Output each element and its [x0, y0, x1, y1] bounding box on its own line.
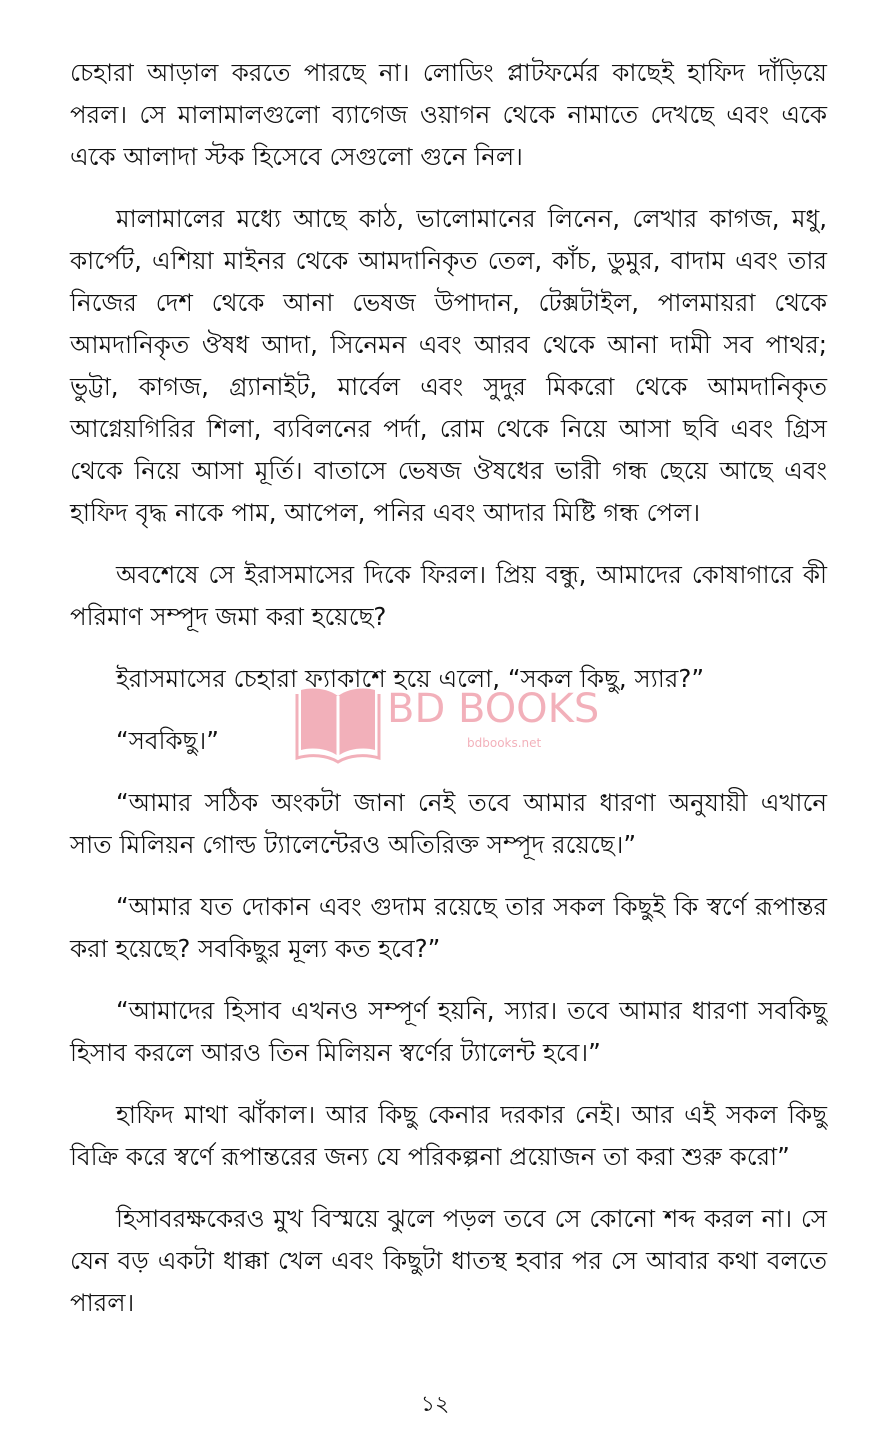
paragraph-1: চেহারা আড়াল করতে পারছে না। লোডিং প্লাটফর্মের কাছেই হাফিদ দাঁড়িয়ে পরল। সে মালামালগুলো ব্যাগেজ ওয়াগন থেকে নামাতে দেখছে এবং একে একে আলাদা স্টক হিসেবে সেগুলো গুনে নিল।	[70, 58, 827, 171]
paragraph-7: “আমার যত দোকান এবং গুদাম রয়েছে তার সকল কিছুই কি স্বর্ণে রূপান্তর করা হয়েছে? সবকিছুর মূল্য কত হবে?”	[70, 892, 827, 963]
paragraph-4: ইরাসমাসের চেহারা ফ্যাকাশে হয়ে এলো, “সকল কিছু, স্যার?”	[116, 664, 705, 693]
page-body	[70, 52, 827, 1344]
paragraph-10: হিসাবরক্ষকেরও মুখ বিস্ময়ে ঝুলে পড়ল তবে সে কোনো শব্দ করল না। সে যেন বড় একটা ধাক্কা খেল এবং কিছুটা ধাতস্থ হবার পর সে আবার কথা বলতে পারল।	[70, 1204, 827, 1317]
watermark-text: BD BOOKS	[387, 686, 600, 732]
paragraph-5: “সবকিছু।”	[116, 726, 219, 755]
page-number: ১২	[420, 1392, 450, 1417]
paragraph-3: অবশেষে সে ইরাসমাসের দিকে ফিরল। প্রিয় বন্ধু, আমাদের কোষাগারে কী পরিমাণ সম্পূদ জমা করা হয়েছে?	[70, 560, 827, 631]
paragraph-6: “আমার সঠিক অংকটা জানা নেই তবে আমার ধারণা অনুযায়ী এখানে সাত মিলিয়ন গোল্ড ট্যালেন্টেরও অতিরিক্ত সম্পূদ রয়েছে।”	[70, 788, 827, 859]
watermark-subtext: bdbooks.net	[467, 736, 542, 750]
paragraph-8: “আমাদের হিসাব এখনও সম্পূর্ণ হয়নি, স্যার। তবে আমার ধারণা সবকিছু হিসাব করলে আরও তিন মিলিয়ন স্বর্ণের ট্যালেন্ট হবে।”	[70, 996, 827, 1067]
paragraph-2: মালামালের মধ্যে আছে কাঠ, ভালোমানের লিনেন, লেখার কাগজ, মধু, কার্পেট, এশিয়া মাইনর থেকে আমদানিকৃত তেল, কাঁচ, ডুমুর, বাদাম এবং তার নিজের দেশ থেকে আনা ভেষজ উপাদান, টেক্সটাইল, পালমায়রা থেকে আমদানিকৃত ঔষধ আদা, সিনেমন এবং আরব থেকে আনা দামী সব পাথর; ভুট্টা, কাগজ, গ্র্যানাইট, মার্বেল এবং সুদুর মিকরো থেকে আমদানিকৃত আগ্নেয়গিরির শিলা, ব্যবিলনের পর্দা, রোম থেকে নিয়ে আসা ছবি এবং গ্রিস থেকে নিয়ে আসা মূর্তি। বাতাসে ভেষজ ঔষধের ভারী গন্ধ ছেয়ে আছে এবং হাফিদ বৃদ্ধ নাকে পাম, আপেল, পনির এবং আদার মিষ্টি গন্ধ পেল।	[70, 204, 827, 527]
paragraph-9: হাফিদ মাথা ঝাঁকাল। আর কিছু কেনার দরকার নেই। আর এই সকল কিছু বিক্রি করে স্বর্ণে রূপান্তরের জন্য যে পরিকল্পনা প্রয়োজন তা করা শুরু করো”	[70, 1100, 827, 1171]
